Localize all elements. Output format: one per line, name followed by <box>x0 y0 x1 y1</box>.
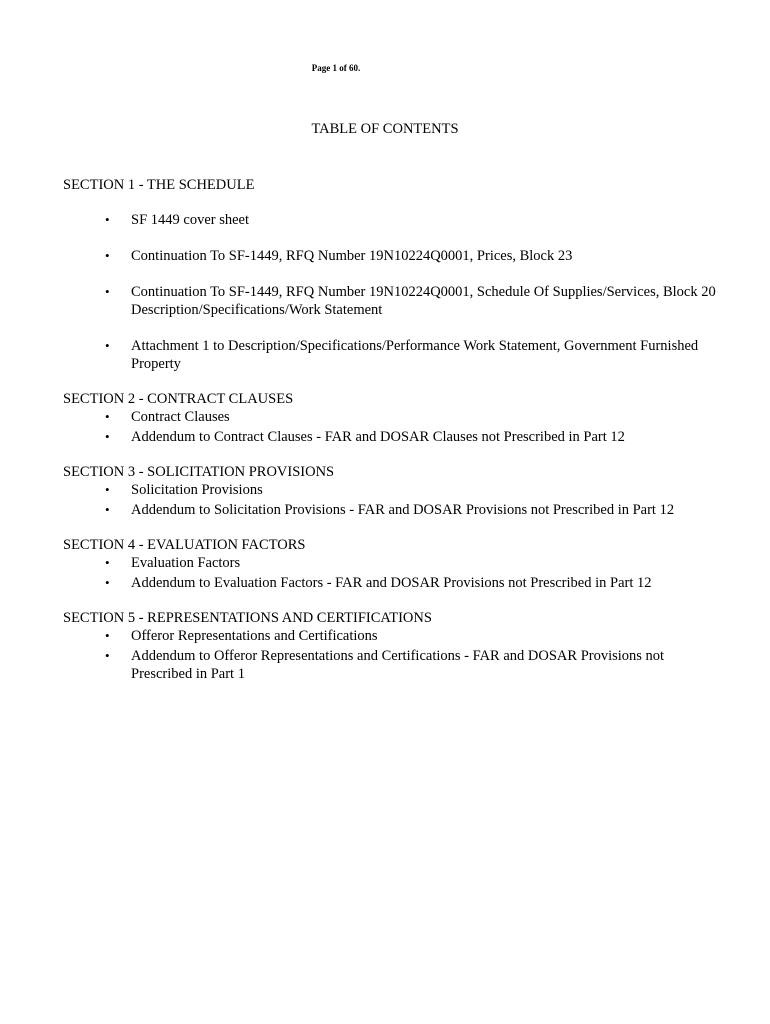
bullet-icon: • <box>105 284 110 299</box>
list-item-text: Offeror Representations and Certifications <box>131 628 378 644</box>
list-item <box>63 247 723 265</box>
list-item-text: Continuation To SF-1449, RFQ Number 19N10224Q0001, Prices, Block 23 <box>131 248 573 264</box>
list-item-text: Solicitation Provisions <box>131 482 263 498</box>
list-item <box>63 501 723 519</box>
list-item-text: SF 1449 cover sheet <box>131 212 249 228</box>
list-item <box>63 481 723 499</box>
list-item <box>63 428 723 446</box>
list-item-text: Evaluation Factors <box>131 555 241 571</box>
toc-body <box>63 176 723 700</box>
section-item-list <box>63 554 723 592</box>
list-item-text: Addendum to Contract Clauses - FAR and DOSAR Clauses not Prescribed in Part 12 <box>131 429 625 445</box>
bullet-icon: • <box>105 575 110 590</box>
section-heading: SECTION 3 - SOLICITATION PROVISIONS <box>63 464 335 480</box>
toc-title: TABLE OF CONTENTS <box>311 121 459 137</box>
section-heading: SECTION 4 - EVALUATION FACTORS <box>63 537 306 553</box>
section-item-list <box>63 627 723 683</box>
list-item <box>63 408 723 426</box>
list-item-text: Addendum to Solicitation Provisions - FAR and DOSAR Provisions not Prescribed in Part 12 <box>131 502 675 518</box>
page-number: Page 1 of 60. <box>311 63 361 73</box>
list-item-text: Addendum to Evaluation Factors - FAR and DOSAR Provisions not Prescribed in Part 12 <box>131 575 652 591</box>
list-item-text: Contract Clauses <box>131 409 230 425</box>
list-item <box>63 337 723 373</box>
list-item-text: Continuation To SF-1449, RFQ Number 19N10224Q0001, Schedule Of Supplies/Services, Block 20 Description/Specifications/Work Statement <box>131 284 716 318</box>
section-item-list <box>63 408 723 446</box>
bullet-icon: • <box>105 502 110 517</box>
bullet-icon: • <box>105 628 110 643</box>
section-heading: SECTION 1 - THE SCHEDULE <box>63 177 255 193</box>
section-item-list <box>63 481 723 519</box>
list-item <box>63 283 723 319</box>
bullet-icon: • <box>105 338 110 353</box>
list-item <box>63 647 723 683</box>
list-item-text: Addendum to Offeror Representations and Certifications - FAR and DOSAR Provisions not Prescribed in Part 1 <box>131 648 665 682</box>
bullet-icon: • <box>105 648 110 663</box>
section-heading: SECTION 5 - REPRESENTATIONS AND CERTIFICATIONS <box>63 610 432 626</box>
list-item <box>63 627 723 645</box>
list-item <box>63 574 723 592</box>
section-heading: SECTION 2 - CONTRACT CLAUSES <box>63 391 294 407</box>
bullet-icon: • <box>105 482 110 497</box>
list-item <box>63 554 723 572</box>
list-item <box>63 211 723 229</box>
bullet-icon: • <box>105 555 110 570</box>
bullet-icon: • <box>105 409 110 424</box>
list-item-text: Attachment 1 to Description/Specifications/Performance Work Statement, Government Furnished Property <box>131 338 699 372</box>
section-item-list <box>63 211 723 373</box>
bullet-icon: • <box>105 429 110 444</box>
bullet-icon: • <box>105 248 110 263</box>
bullet-icon: • <box>105 212 110 227</box>
